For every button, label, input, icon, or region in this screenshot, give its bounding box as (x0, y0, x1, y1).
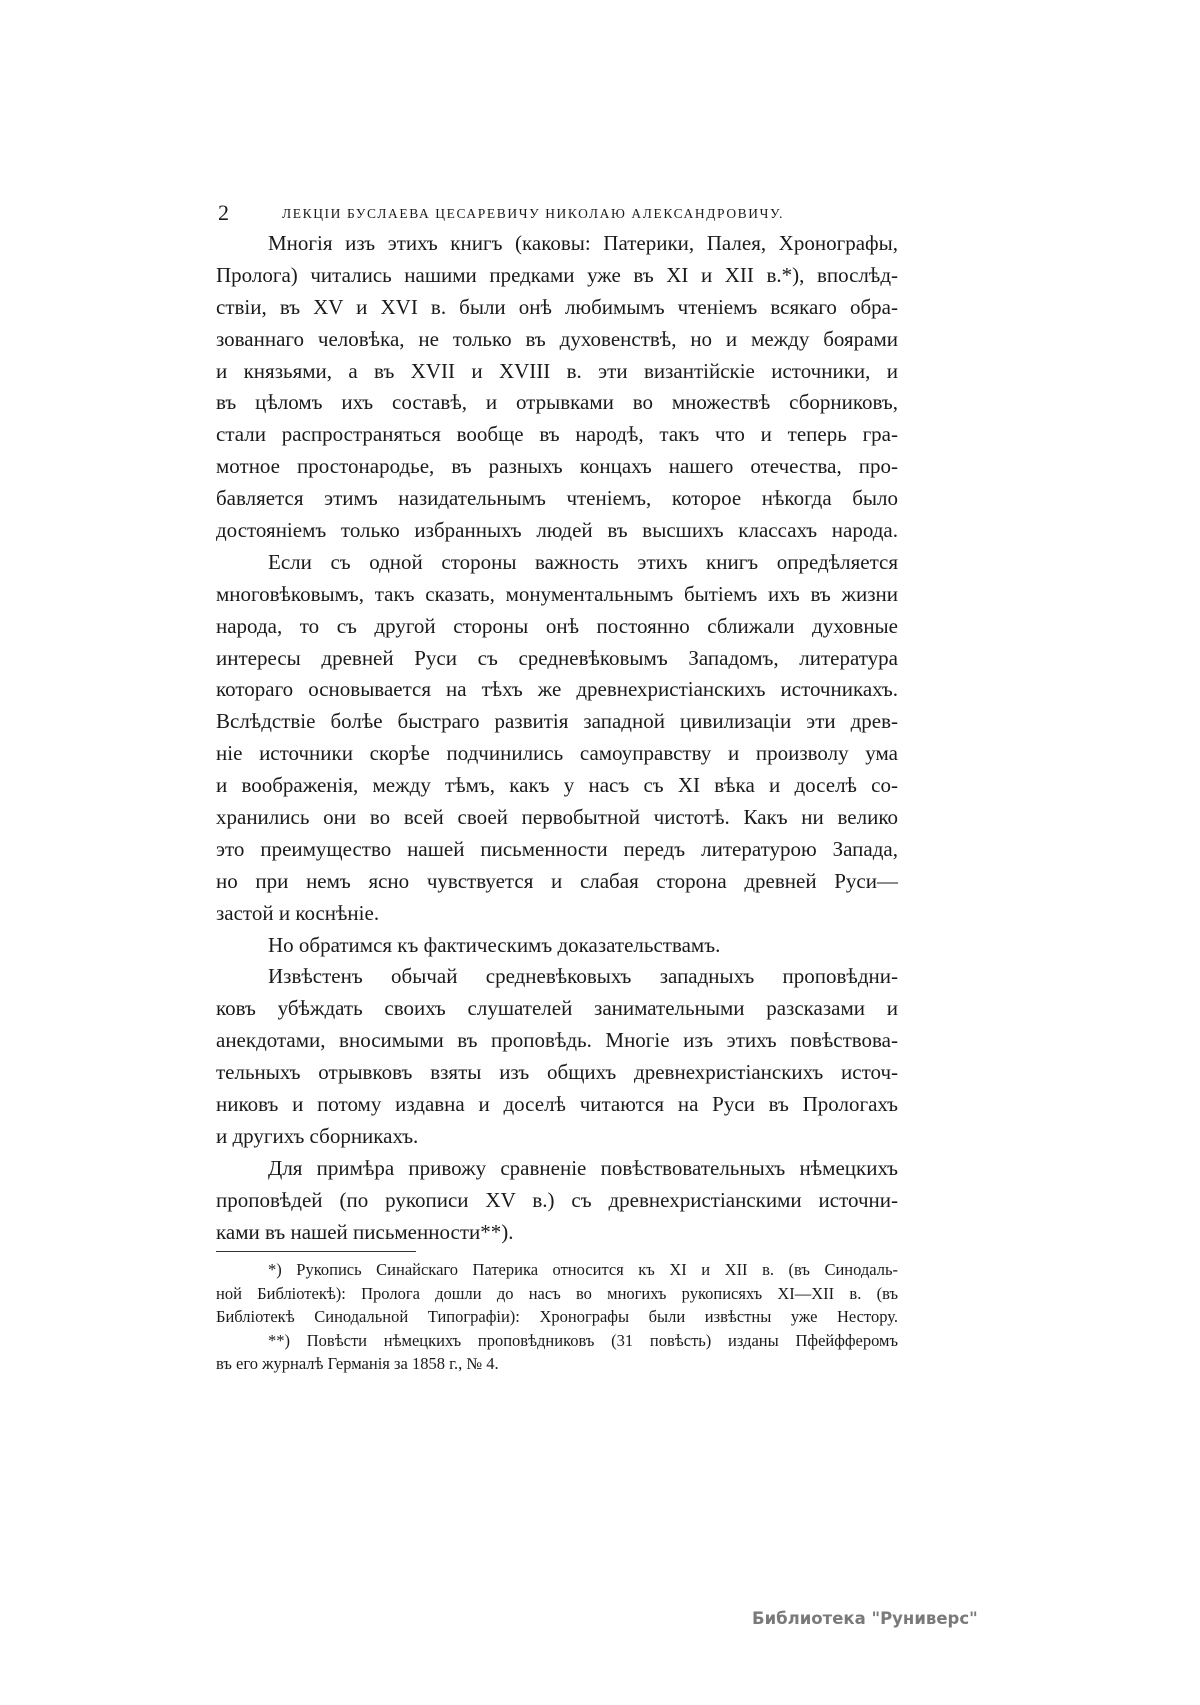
text-line: это преимущество нашей письменности передъ литературою Запада, (216, 836, 898, 861)
text-line: народа, то съ другой стороны онѣ постоянно сближали духовные (216, 613, 898, 638)
text-line: но при немъ ясно чувствуется и слабая сторона древней Руси— (216, 868, 898, 893)
text-line: никовъ и потому издавна и доселѣ читаются на Руси въ Прологахъ (216, 1092, 898, 1117)
text-line: въ его журналѣ Германія за 1858 г., № 4. (216, 1354, 499, 1374)
text-line: хранились они во всей своей первобытной чистотѣ. Какъ ни велико (216, 805, 898, 830)
text-line: интересы древней Руси съ средневѣковымъ Западомъ, литература (216, 645, 898, 670)
text-line: бавляется этимъ назидательнымъ чтеніемъ, которое нѣкогда было (216, 486, 898, 511)
text-line: въ цѣломъ ихъ составѣ, и отрывками во множествѣ сборниковъ, (216, 390, 898, 415)
text-line: Если съ одной стороны важность этихъ книгъ опредѣляется (268, 549, 898, 574)
main-text (216, 228, 898, 1249)
text-line: Но обратимся къ фактическимъ доказательствамъ. (268, 932, 721, 957)
text-line: застой и коснѣніе. (216, 900, 380, 925)
paragraph (216, 228, 898, 547)
text-line: ніе источники скорѣе подчинились самоуправству и произволу ума (216, 741, 898, 766)
page-number: 2 (218, 200, 229, 225)
footnote (216, 1329, 898, 1376)
text-line: ками въ нашей письменности**). (216, 1219, 514, 1244)
paragraph (216, 961, 898, 1152)
text-line: *) Рукопись Синайскаго Патерика относится къ XI и XII в. (въ Синодаль- (268, 1260, 898, 1279)
text-line: ной Библіотекѣ): Пролога дошли до насъ во многихъ рукописяхъ XI—XII в. (въ (216, 1283, 898, 1303)
text-line: тельныхъ отрывковъ взяты изъ общихъ древнехристіанскихъ источ- (216, 1060, 898, 1085)
footnotes (216, 1258, 898, 1376)
text-line: многовѣковымъ, такъ сказать, монументальнымъ бытіемъ ихъ въ жизни (216, 581, 898, 606)
text-line: анекдотами, вносимыми въ проповѣдь. Многіе изъ этихъ повѣствова- (216, 1028, 898, 1053)
paragraph (216, 1153, 898, 1249)
running-header (218, 200, 898, 226)
text-line: стали распространяться вообще въ народѣ, такъ что и теперь гра- (216, 422, 898, 447)
text-line: и воображенія, между тѣмъ, какъ у насъ съ XI вѣка и доселѣ со- (216, 773, 898, 798)
text-line: Пролога) читались нашими предками уже въ XI и XII в.*), впослѣд- (216, 262, 898, 287)
paragraph (216, 930, 898, 962)
text-line: Вслѣдствіе болѣе быстраго развитія западной цивилизаціи эти древ- (216, 709, 898, 734)
text-line: зованнаго человѣка, не только въ духовенствѣ, но и между боярами (216, 326, 898, 351)
paragraph (216, 547, 898, 930)
text-line: достояніемъ только избранныхъ людей въ высшихъ классахъ народа. (216, 518, 898, 543)
running-title: ЛЕКЦІИ БУСЛАЕВА ЦЕСАРЕВИЧУ НИКОЛАЮ АЛЕКСАНДРОВИЧУ. (282, 206, 784, 221)
library-watermark: Библиотека "Руниверс" (752, 1609, 978, 1628)
text-line: Многія изъ этихъ книгъ (каковы: Патерики, Палея, Хронографы, (268, 231, 898, 255)
text-line: **) Повѣсти нѣмецкихъ проповѣдниковъ (31 повѣсть) изданы Пфейфферомъ (268, 1330, 898, 1350)
text-line: Извѣстенъ обычай средневѣковыхъ западныхъ проповѣдни- (268, 964, 898, 989)
text-line: и князьями, а въ XVII и XVIII в. эти византійскіе источники, и (216, 358, 898, 383)
text-line: мотное простонародье, въ разныхъ концахъ нашего отечества, про- (216, 454, 898, 479)
footnote-separator (216, 1251, 416, 1252)
text-line: проповѣдей (по рукописи XV в.) съ древнехристіанскими источни- (216, 1187, 898, 1212)
text-line: ствіи, въ XV и XVI в. были онѣ любимымъ чтеніемъ всякаго обра- (216, 294, 898, 319)
text-line: котораго основывается на тѣхъ же древнехристіанскихъ источникахъ. (216, 677, 898, 702)
text-line: и другихъ сборникахъ. (216, 1123, 419, 1148)
text-line: ковъ убѣждать своихъ слушателей занимательными разсказами и (216, 996, 898, 1021)
text-line: Для примѣра привожу сравненіе повѣствовательныхъ нѣмецкихъ (268, 1155, 898, 1180)
footnote (216, 1258, 898, 1329)
text-line: Библіотекѣ Синодальной Типографіи): Хронографы были извѣстны уже Нестору. (216, 1307, 898, 1327)
